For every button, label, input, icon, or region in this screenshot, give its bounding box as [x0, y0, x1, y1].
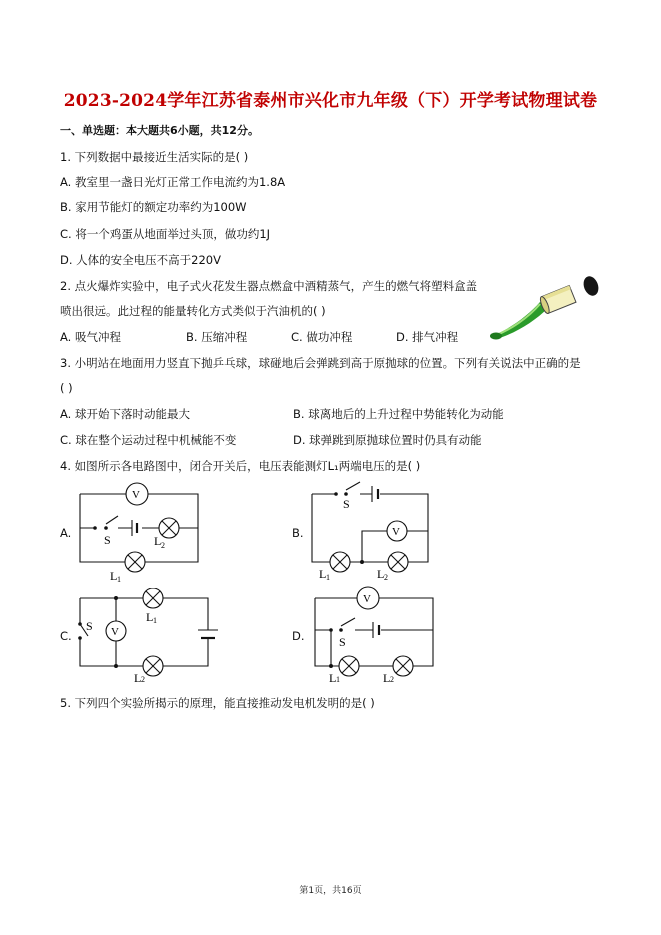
q2-option-b: B. 压缩冲程: [186, 330, 248, 344]
lamp-l2-label: L: [383, 671, 391, 682]
q1-option-a: A. 教室里一盏日光灯正常工作电流约为1.8A: [60, 175, 286, 189]
q3-option-c: C. 球在整个运动过程中机械能不变: [60, 433, 237, 447]
circuit-a-label: A.: [60, 526, 72, 540]
voltmeter-symbol: V: [111, 626, 119, 638]
lamp-l1-label: L: [146, 610, 154, 624]
circuit-diagram-c: [70, 588, 220, 682]
circuit-diagram-b: [302, 478, 442, 582]
lamp-l2-subscript: 2: [141, 675, 145, 682]
page-footer: 第1页，共16页: [299, 886, 362, 896]
lamp-l1-subscript: 1: [326, 573, 330, 582]
circuit-diagram-a: [70, 482, 220, 582]
switch-label: S: [339, 635, 346, 649]
lamp-l1-label: L: [329, 671, 337, 682]
q2-stem-line2: 喷出很远。此过程的能量转化方式类似于汽油机的( ): [60, 304, 326, 318]
lamp-l2-label: L: [134, 671, 142, 682]
circuit-d-label: D.: [292, 629, 305, 643]
lamp-l1-label: L: [110, 569, 118, 582]
q4-stem: 4. 如图所示各电路图中，闭合开关后，电压表能测灯L₁两端电压的是( ): [60, 459, 421, 473]
q2-option-c: C. 做功冲程: [291, 330, 353, 344]
lamp-l1-subscript: 1: [336, 675, 340, 682]
section-heading: 一、单选题：本大题共6小题，共12分。: [60, 124, 259, 137]
switch-label: S: [104, 533, 111, 547]
q3-option-a: A. 球开始下落时动能最大: [60, 407, 190, 421]
q2-option-a: A. 吸气冲程: [60, 330, 121, 344]
lamp-l1-subscript: 1: [153, 616, 157, 625]
voltmeter-symbol: V: [363, 593, 371, 605]
q2-option-d: D. 排气冲程: [396, 330, 459, 344]
q2-stem-line1: 2. 点火爆炸实验中，电子式火花发生器点燃盒中酒精蒸气，产生的燃气将塑料盒盖: [60, 279, 478, 293]
lamp-l2-subscript: 2: [161, 541, 165, 550]
lamp-l1-label: L: [319, 567, 327, 581]
q3-stem-line1: 3. 小明站在地面用力竖直下抛乒乓球，球碰地后会弹跳到高于原抛球的位置。下列有关说法中正确的是: [60, 356, 581, 370]
q3-option-b: B. 球离地后的上升过程中势能转化为动能: [293, 407, 504, 421]
q1-stem: 1. 下列数据中最接近生活实际的是( ): [60, 150, 249, 164]
lamp-l2-label: L: [154, 534, 162, 548]
circuit-diagram-d: [305, 586, 445, 682]
lamp-l2-subscript: 2: [384, 573, 388, 582]
q1-option-d: D. 人体的安全电压不高于220V: [60, 253, 221, 267]
lamp-l2-subscript: 2: [390, 675, 394, 682]
explosion-experiment-image: [488, 272, 608, 342]
switch-label: S: [343, 497, 350, 511]
q3-stem-line2: ( ): [60, 381, 73, 395]
switch-label: S: [86, 619, 93, 633]
circuit-b-label: B.: [292, 526, 304, 540]
page-title: 2023-2024学年江苏省泰州市兴化市九年级（下）开学考试物理试卷: [63, 91, 598, 111]
voltmeter-symbol: V: [392, 526, 400, 538]
circuit-c-label: C.: [60, 629, 72, 643]
voltmeter-symbol: V: [132, 489, 140, 501]
q5-stem: 5. 下列四个实验所揭示的原理，能直接推动发电机发明的是( ): [60, 696, 375, 710]
q1-option-b: B. 家用节能灯的额定功率约为100W: [60, 200, 247, 214]
q1-option-c: C. 将一个鸡蛋从地面举过头顶，做功约1J: [60, 227, 271, 241]
q3-option-d: D. 球弹跳到原抛球位置时仍具有动能: [293, 433, 482, 447]
lamp-l1-subscript: 1: [117, 575, 121, 582]
lamp-l2-label: L: [377, 567, 385, 581]
